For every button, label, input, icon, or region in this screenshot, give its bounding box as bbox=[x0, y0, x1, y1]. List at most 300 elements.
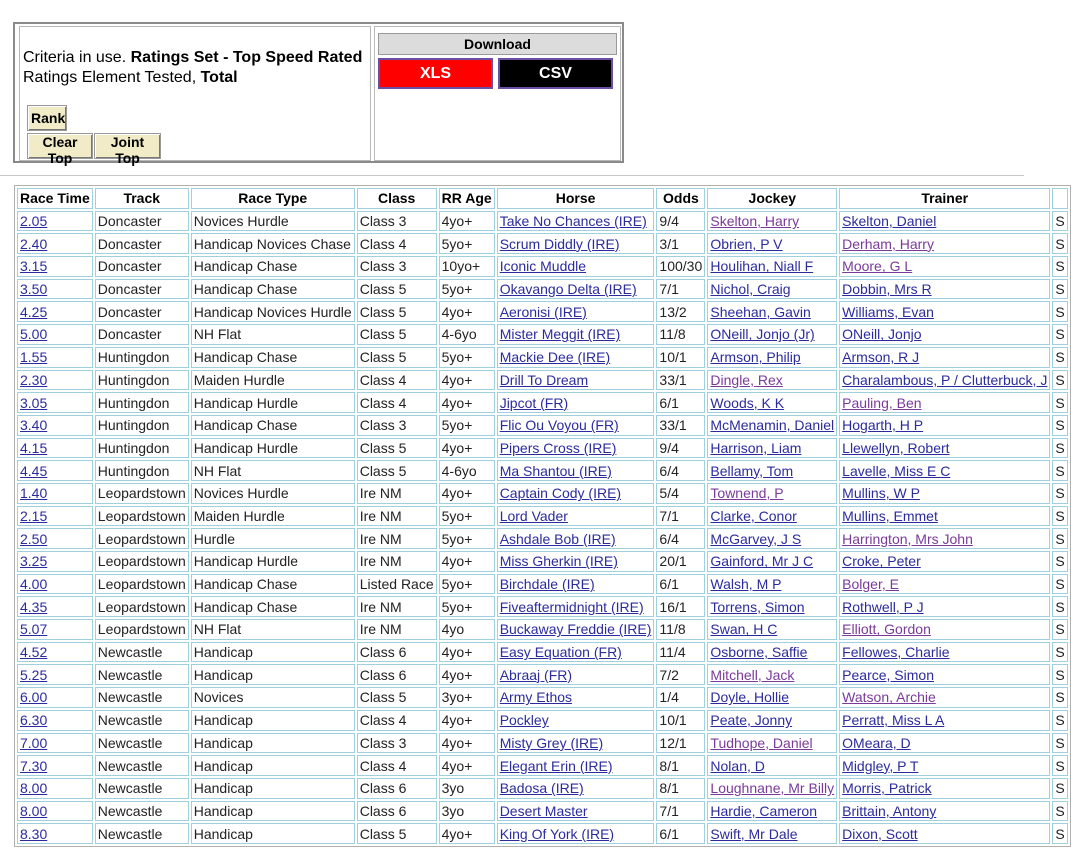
results-table bbox=[14, 185, 1071, 847]
table-row bbox=[17, 596, 1068, 617]
cell-class: Class 4 bbox=[357, 755, 437, 776]
cell-class: Class 5 bbox=[357, 687, 437, 708]
horse-link[interactable]: Fiveaftermidnight (IRE) bbox=[499, 598, 644, 615]
race-time-link[interactable]: 1.55 bbox=[20, 349, 48, 366]
cell-track: Newcastle bbox=[95, 733, 189, 754]
cell-horse bbox=[497, 574, 655, 595]
cell-trainer bbox=[839, 778, 1050, 799]
table-header-row bbox=[17, 188, 1068, 209]
trainer-link[interactable]: Morris, Patrick bbox=[842, 780, 932, 797]
column-header-odds: Odds bbox=[656, 188, 705, 209]
cell-odds: 11/8 bbox=[656, 324, 705, 345]
jockey-link[interactable]: Swift, Mr Dale bbox=[710, 825, 798, 842]
horse-link[interactable]: Army Ethos bbox=[499, 689, 573, 706]
trainer-link[interactable]: Lavelle, Miss E C bbox=[842, 462, 951, 479]
jockey-link[interactable]: ONeill, Jonjo (Jr) bbox=[710, 326, 815, 343]
table-row bbox=[17, 664, 1068, 685]
race-time-link[interactable]: 6.00 bbox=[20, 689, 48, 706]
race-time-link[interactable]: 4.52 bbox=[20, 644, 48, 661]
cell-jockey bbox=[707, 438, 837, 459]
jockey-link[interactable]: Hardie, Cameron bbox=[710, 802, 818, 819]
jockey-link[interactable]: Osborne, Saffie bbox=[710, 644, 808, 661]
cell-horse bbox=[497, 301, 655, 322]
trainer-link[interactable]: Elliott, Gordon bbox=[842, 621, 931, 638]
jockey-link[interactable]: Townend, P bbox=[710, 485, 784, 502]
table-row bbox=[17, 551, 1068, 572]
cell-track: Huntingdon bbox=[95, 438, 189, 459]
cell-jockey bbox=[707, 778, 837, 799]
trainer-link[interactable]: Midgley, P T bbox=[842, 757, 919, 774]
jockey-link[interactable]: Dingle, Rex bbox=[710, 371, 783, 388]
cell-odds: 5/4 bbox=[656, 483, 705, 504]
trainer-link[interactable]: Williams, Evan bbox=[842, 303, 934, 320]
trainer-link[interactable]: ONeill, Jonjo bbox=[842, 326, 922, 343]
cell-race-type: Handicap bbox=[191, 823, 355, 844]
table-row bbox=[17, 256, 1068, 277]
table-row bbox=[17, 347, 1068, 368]
horse-link[interactable]: Mackie Dee (IRE) bbox=[499, 349, 611, 366]
horse-link[interactable]: Ashdale Bob (IRE) bbox=[499, 530, 616, 547]
jockey-link[interactable]: Houlihan, Niall F bbox=[710, 258, 814, 275]
cell-extra: S bbox=[1052, 619, 1067, 640]
cell-trainer bbox=[839, 301, 1050, 322]
cell-rr-age: 3yo bbox=[439, 778, 495, 799]
trainer-link[interactable]: Brittain, Antony bbox=[842, 802, 937, 819]
cell-race-type: NH Flat bbox=[191, 460, 355, 481]
cell-track: Huntingdon bbox=[95, 460, 189, 481]
cell-rr-age: 4yo+ bbox=[439, 642, 495, 663]
cell-odds: 11/8 bbox=[656, 619, 705, 640]
divider bbox=[0, 175, 1024, 176]
jockey-link[interactable]: Bellamy, Tom bbox=[710, 462, 794, 479]
ratings-element: Total bbox=[200, 69, 238, 86]
table-row bbox=[17, 438, 1068, 459]
cell-jockey bbox=[707, 574, 837, 595]
cell-odds: 7/1 bbox=[656, 506, 705, 527]
cell-race-type: Handicap bbox=[191, 801, 355, 822]
horse-link[interactable]: Drill To Dream bbox=[499, 371, 589, 388]
cell-trainer bbox=[839, 801, 1050, 822]
cell-track: Newcastle bbox=[95, 778, 189, 799]
race-time-link[interactable]: 2.30 bbox=[20, 371, 48, 388]
cell-odds: 9/4 bbox=[656, 438, 705, 459]
cell-horse bbox=[497, 506, 655, 527]
cell-trainer bbox=[839, 483, 1050, 504]
horse-link[interactable]: Desert Master bbox=[499, 802, 588, 819]
jockey-link[interactable]: Nichol, Craig bbox=[710, 281, 791, 298]
cell-race-time bbox=[17, 551, 93, 572]
trainer-link[interactable]: Pauling, Ben bbox=[842, 394, 922, 411]
cell-race-time bbox=[17, 778, 93, 799]
csv-download-button[interactable]: CSV bbox=[498, 58, 613, 89]
race-time-link[interactable]: 8.00 bbox=[20, 802, 48, 819]
cell-class: Class 5 bbox=[357, 279, 437, 300]
table-row bbox=[17, 778, 1068, 799]
cell-trainer bbox=[839, 392, 1050, 413]
race-time-link[interactable]: 7.30 bbox=[20, 757, 48, 774]
jockey-link[interactable]: Peate, Jonny bbox=[710, 712, 793, 729]
race-time-link[interactable]: 6.30 bbox=[20, 712, 48, 729]
cell-rr-age: 10yo+ bbox=[439, 256, 495, 277]
cell-extra: S bbox=[1052, 733, 1067, 754]
cell-horse bbox=[497, 324, 655, 345]
cell-class: Class 3 bbox=[357, 256, 437, 277]
cell-extra: S bbox=[1052, 528, 1067, 549]
cell-race-time bbox=[17, 801, 93, 822]
cell-horse bbox=[497, 392, 655, 413]
cell-trainer bbox=[839, 574, 1050, 595]
trainer-link[interactable]: Harrington, Mrs John bbox=[842, 530, 973, 547]
jockey-link[interactable]: Gainford, Mr J C bbox=[710, 553, 814, 570]
jockey-link[interactable]: Swan, H C bbox=[710, 621, 778, 638]
table-row bbox=[17, 801, 1068, 822]
race-time-link[interactable]: 3.25 bbox=[20, 553, 48, 570]
cell-race-time bbox=[17, 755, 93, 776]
jockey-link[interactable]: Loughnane, Mr Billy bbox=[710, 780, 835, 797]
column-header-horse: Horse bbox=[497, 188, 655, 209]
cell-extra: S bbox=[1052, 778, 1067, 799]
cell-trainer bbox=[839, 619, 1050, 640]
trainer-link[interactable]: Llewellyn, Robert bbox=[842, 439, 950, 456]
cell-track: Leopardstown bbox=[95, 506, 189, 527]
trainer-link[interactable]: Dobbin, Mrs R bbox=[842, 281, 932, 298]
cell-race-time bbox=[17, 347, 93, 368]
trainer-link[interactable]: Perratt, Miss L A bbox=[842, 712, 945, 729]
cell-race-type: Handicap Hurdle bbox=[191, 392, 355, 413]
jockey-link[interactable]: Clarke, Conor bbox=[710, 507, 797, 524]
horse-link[interactable]: Easy Equation (FR) bbox=[499, 644, 622, 661]
trainer-link[interactable]: Mullins, W P bbox=[842, 485, 920, 502]
cell-odds: 6/4 bbox=[656, 528, 705, 549]
cell-extra: S bbox=[1052, 256, 1067, 277]
horse-link[interactable]: Birchdale (IRE) bbox=[499, 576, 595, 593]
cell-class: Ire NM bbox=[357, 596, 437, 617]
cell-odds: 20/1 bbox=[656, 551, 705, 572]
trainer-link[interactable]: OMeara, D bbox=[842, 734, 911, 751]
cell-horse bbox=[497, 801, 655, 822]
column-header-class: Class bbox=[357, 188, 437, 209]
cell-odds: 6/1 bbox=[656, 574, 705, 595]
table-row bbox=[17, 733, 1068, 754]
jockey-link[interactable]: Tudhope, Daniel bbox=[710, 734, 813, 751]
cell-track: Leopardstown bbox=[95, 574, 189, 595]
jockey-link[interactable]: Obrien, P V bbox=[710, 235, 783, 252]
cell-odds: 16/1 bbox=[656, 596, 705, 617]
horse-link[interactable]: Buckaway Freddie (IRE) bbox=[499, 621, 652, 638]
cell-odds: 8/1 bbox=[656, 778, 705, 799]
cell-track: Leopardstown bbox=[95, 619, 189, 640]
cell-race-type: Handicap Chase bbox=[191, 596, 355, 617]
horse-link[interactable]: Flic Ou Voyou (FR) bbox=[499, 417, 619, 434]
horse-link[interactable]: Captain Cody (IRE) bbox=[499, 485, 622, 502]
cell-trainer bbox=[839, 664, 1050, 685]
race-time-link[interactable]: 2.05 bbox=[20, 213, 48, 230]
race-time-link[interactable]: 4.15 bbox=[20, 439, 48, 456]
cell-class: Class 6 bbox=[357, 664, 437, 685]
cell-extra: S bbox=[1052, 211, 1067, 232]
trainer-link[interactable]: Dixon, Scott bbox=[842, 825, 918, 842]
table-row bbox=[17, 528, 1068, 549]
cell-race-type: NH Flat bbox=[191, 619, 355, 640]
table-row bbox=[17, 823, 1068, 844]
cell-horse bbox=[497, 664, 655, 685]
cell-horse bbox=[497, 733, 655, 754]
column-header-race-time: Race Time bbox=[17, 188, 93, 209]
jockey-link[interactable]: Mitchell, Jack bbox=[710, 666, 795, 683]
cell-race-type: Handicap bbox=[191, 710, 355, 731]
trainer-link[interactable]: Moore, G L bbox=[842, 258, 913, 275]
cell-trainer bbox=[839, 256, 1050, 277]
cell-race-type: Maiden Hurdle bbox=[191, 506, 355, 527]
cell-odds: 6/4 bbox=[656, 460, 705, 481]
cell-rr-age: 4yo+ bbox=[439, 664, 495, 685]
cell-rr-age: 4yo+ bbox=[439, 438, 495, 459]
cell-horse bbox=[497, 233, 655, 254]
cell-jockey bbox=[707, 664, 837, 685]
cell-class: Class 3 bbox=[357, 733, 437, 754]
race-time-link[interactable]: 8.00 bbox=[20, 780, 48, 797]
trainer-link[interactable]: Pearce, Simon bbox=[842, 666, 934, 683]
cell-horse bbox=[497, 528, 655, 549]
cell-horse bbox=[497, 279, 655, 300]
jockey-link[interactable]: Doyle, Hollie bbox=[710, 689, 789, 706]
cell-rr-age: 5yo+ bbox=[439, 574, 495, 595]
cell-rr-age: 3yo bbox=[439, 801, 495, 822]
cell-odds: 7/2 bbox=[656, 664, 705, 685]
cell-track: Newcastle bbox=[95, 710, 189, 731]
race-time-link[interactable]: 4.25 bbox=[20, 303, 48, 320]
trainer-link[interactable]: Skelton, Daniel bbox=[842, 213, 937, 230]
cell-race-type: Handicap Chase bbox=[191, 415, 355, 436]
column-header-track: Track bbox=[95, 188, 189, 209]
cell-horse bbox=[497, 778, 655, 799]
horse-link[interactable]: Iconic Muddle bbox=[499, 258, 587, 275]
cell-rr-age: 5yo+ bbox=[439, 415, 495, 436]
race-time-link[interactable]: 4.35 bbox=[20, 598, 48, 615]
cell-track: Doncaster bbox=[95, 279, 189, 300]
race-time-link[interactable]: 4.00 bbox=[20, 576, 48, 593]
race-time-link[interactable]: 3.40 bbox=[20, 417, 48, 434]
jockey-link[interactable]: Woods, K K bbox=[710, 394, 785, 411]
cell-odds: 6/1 bbox=[656, 392, 705, 413]
cell-class: Class 4 bbox=[357, 233, 437, 254]
ratings-set: Ratings Set - Top Speed Rated bbox=[130, 49, 363, 66]
cell-trainer bbox=[839, 324, 1050, 345]
download-box bbox=[374, 26, 621, 161]
jockey-link[interactable]: Skelton, Harry bbox=[710, 213, 800, 230]
trainer-link[interactable]: Watson, Archie bbox=[842, 689, 936, 706]
cell-odds: 1/4 bbox=[656, 687, 705, 708]
cell-trainer bbox=[839, 347, 1050, 368]
xls-download-button[interactable]: XLS bbox=[378, 58, 493, 89]
race-time-link[interactable]: 2.50 bbox=[20, 530, 48, 547]
jockey-link[interactable]: McMenamin, Daniel bbox=[710, 417, 835, 434]
trainer-link[interactable]: Mullins, Emmet bbox=[842, 507, 938, 524]
cell-race-time bbox=[17, 324, 93, 345]
cell-extra: S bbox=[1052, 574, 1067, 595]
cell-trainer bbox=[839, 551, 1050, 572]
cell-extra: S bbox=[1052, 642, 1067, 663]
cell-class: Class 4 bbox=[357, 710, 437, 731]
trainer-link[interactable]: Armson, R J bbox=[842, 349, 920, 366]
cell-race-type: NH Flat bbox=[191, 324, 355, 345]
cell-odds: 12/1 bbox=[656, 733, 705, 754]
cell-race-type: Novices Hurdle bbox=[191, 483, 355, 504]
jockey-link[interactable]: McGarvey, J S bbox=[710, 530, 802, 547]
trainer-link[interactable]: Hogarth, H P bbox=[842, 417, 924, 434]
cell-rr-age: 5yo+ bbox=[439, 233, 495, 254]
race-time-link[interactable]: 2.40 bbox=[20, 235, 48, 252]
cell-class: Class 5 bbox=[357, 324, 437, 345]
horse-link[interactable]: Take No Chances (IRE) bbox=[499, 213, 647, 230]
horse-link[interactable]: Ma Shantou (IRE) bbox=[499, 462, 612, 479]
cell-race-time bbox=[17, 256, 93, 277]
race-time-link[interactable]: 7.00 bbox=[20, 734, 48, 751]
race-time-link[interactable]: 8.30 bbox=[20, 825, 48, 842]
cell-jockey bbox=[707, 801, 837, 822]
race-time-link[interactable]: 2.15 bbox=[20, 507, 48, 524]
cell-horse bbox=[497, 823, 655, 844]
jockey-link[interactable]: Sheehan, Gavin bbox=[710, 303, 811, 320]
trainer-link[interactable]: Charalambous, P / Clutterbuck, J bbox=[842, 371, 1048, 388]
cell-rr-age: 4yo+ bbox=[439, 211, 495, 232]
cell-horse bbox=[497, 642, 655, 663]
horse-link[interactable]: King Of York (IRE) bbox=[499, 825, 615, 842]
table-row bbox=[17, 301, 1068, 322]
cell-rr-age: 5yo+ bbox=[439, 279, 495, 300]
horse-link[interactable]: Okavango Delta (IRE) bbox=[499, 281, 637, 298]
cell-class: Class 5 bbox=[357, 301, 437, 322]
cell-jockey bbox=[707, 710, 837, 731]
jockey-link[interactable]: Harrison, Liam bbox=[710, 439, 802, 456]
horse-link[interactable]: Pipers Cross (IRE) bbox=[499, 439, 617, 456]
horse-link[interactable]: Aeronisi (IRE) bbox=[499, 303, 587, 320]
cell-trainer bbox=[839, 460, 1050, 481]
joint-top-button[interactable]: Joint Top bbox=[94, 133, 161, 159]
cell-race-type: Handicap Chase bbox=[191, 347, 355, 368]
cell-horse bbox=[497, 211, 655, 232]
cell-extra: S bbox=[1052, 301, 1067, 322]
cell-rr-age: 4yo+ bbox=[439, 301, 495, 322]
rank-button[interactable]: Rank bbox=[27, 105, 67, 131]
jockey-link[interactable]: Walsh, M P bbox=[710, 576, 782, 593]
race-time-link[interactable]: 3.15 bbox=[20, 258, 48, 275]
cell-track: Newcastle bbox=[95, 687, 189, 708]
cell-rr-age: 5yo+ bbox=[439, 347, 495, 368]
horse-link[interactable]: Elegant Erin (IRE) bbox=[499, 757, 613, 774]
cell-race-type: Handicap Hurdle bbox=[191, 438, 355, 459]
jockey-link[interactable]: Armson, Philip bbox=[710, 349, 801, 366]
horse-link[interactable]: Misty Grey (IRE) bbox=[499, 734, 604, 751]
cell-extra: S bbox=[1052, 347, 1067, 368]
download-title: Download bbox=[378, 33, 617, 55]
cell-race-type: Handicap bbox=[191, 778, 355, 799]
cell-class: Ire NM bbox=[357, 528, 437, 549]
cell-race-type: Handicap Novices Chase bbox=[191, 233, 355, 254]
cell-trainer bbox=[839, 211, 1050, 232]
cell-track: Newcastle bbox=[95, 801, 189, 822]
horse-link[interactable]: Mister Meggit (IRE) bbox=[499, 326, 621, 343]
race-time-link[interactable]: 5.07 bbox=[20, 621, 48, 638]
cell-trainer bbox=[839, 596, 1050, 617]
cell-jockey bbox=[707, 755, 837, 776]
trainer-link[interactable]: Derham, Harry bbox=[842, 235, 934, 252]
cell-odds: 33/1 bbox=[656, 370, 705, 391]
cell-extra: S bbox=[1052, 483, 1067, 504]
cell-race-type: Handicap Chase bbox=[191, 574, 355, 595]
jockey-link[interactable]: Nolan, D bbox=[710, 757, 765, 774]
horse-link[interactable]: Jipcot (FR) bbox=[499, 394, 569, 411]
horse-link[interactable]: Miss Gherkin (IRE) bbox=[499, 553, 618, 570]
cell-odds: 10/1 bbox=[656, 347, 705, 368]
horse-link[interactable]: Badosa (IRE) bbox=[499, 780, 584, 797]
cell-class: Class 3 bbox=[357, 415, 437, 436]
cell-track: Leopardstown bbox=[95, 483, 189, 504]
cell-trainer bbox=[839, 233, 1050, 254]
cell-track: Leopardstown bbox=[95, 551, 189, 572]
race-time-link[interactable]: 3.05 bbox=[20, 394, 48, 411]
cell-horse bbox=[497, 551, 655, 572]
cell-track: Doncaster bbox=[95, 233, 189, 254]
cell-trainer bbox=[839, 415, 1050, 436]
criteria-text bbox=[23, 48, 362, 88]
table-row bbox=[17, 392, 1068, 413]
cell-race-type: Handicap bbox=[191, 733, 355, 754]
race-time-link[interactable]: 4.45 bbox=[20, 462, 48, 479]
table-row bbox=[17, 687, 1068, 708]
cell-track: Huntingdon bbox=[95, 347, 189, 368]
cell-odds: 10/1 bbox=[656, 710, 705, 731]
cell-class: Class 4 bbox=[357, 370, 437, 391]
criteria-box bbox=[19, 26, 371, 166]
cell-trainer bbox=[839, 642, 1050, 663]
table-row bbox=[17, 324, 1068, 345]
trainer-link[interactable]: Croke, Peter bbox=[842, 553, 921, 570]
trainer-link[interactable]: Bolger, E bbox=[842, 576, 899, 593]
cell-rr-age: 4yo+ bbox=[439, 483, 495, 504]
table-row bbox=[17, 415, 1068, 436]
cell-jockey bbox=[707, 460, 837, 481]
cell-race-time bbox=[17, 392, 93, 413]
clear-top-button[interactable]: Clear Top bbox=[27, 133, 93, 159]
horse-link[interactable]: Pockley bbox=[499, 712, 549, 729]
trainer-link[interactable]: Fellowes, Charlie bbox=[842, 644, 950, 661]
cell-class: Class 5 bbox=[357, 438, 437, 459]
horse-link[interactable]: Scrum Diddly (IRE) bbox=[499, 235, 620, 252]
cell-extra: S bbox=[1052, 596, 1067, 617]
cell-horse bbox=[497, 438, 655, 459]
horse-link[interactable]: Lord Vader bbox=[499, 507, 568, 524]
cell-track: Huntingdon bbox=[95, 370, 189, 391]
cell-race-time bbox=[17, 438, 93, 459]
cell-race-type: Handicap Chase bbox=[191, 279, 355, 300]
cell-extra: S bbox=[1052, 551, 1067, 572]
cell-extra: S bbox=[1052, 755, 1067, 776]
cell-horse bbox=[497, 256, 655, 277]
cell-class: Ire NM bbox=[357, 619, 437, 640]
column-header-rr-age: RR Age bbox=[439, 188, 495, 209]
jockey-link[interactable]: Torrens, Simon bbox=[710, 598, 805, 615]
cell-rr-age: 5yo+ bbox=[439, 528, 495, 549]
race-time-link[interactable]: 3.50 bbox=[20, 281, 48, 298]
trainer-link[interactable]: Rothwell, P J bbox=[842, 598, 924, 615]
cell-race-time bbox=[17, 642, 93, 663]
race-time-link[interactable]: 5.00 bbox=[20, 326, 48, 343]
horse-link[interactable]: Abraaj (FR) bbox=[499, 666, 573, 683]
cell-rr-age: 3yo+ bbox=[439, 687, 495, 708]
race-time-link[interactable]: 1.40 bbox=[20, 485, 48, 502]
race-time-link[interactable]: 5.25 bbox=[20, 666, 48, 683]
